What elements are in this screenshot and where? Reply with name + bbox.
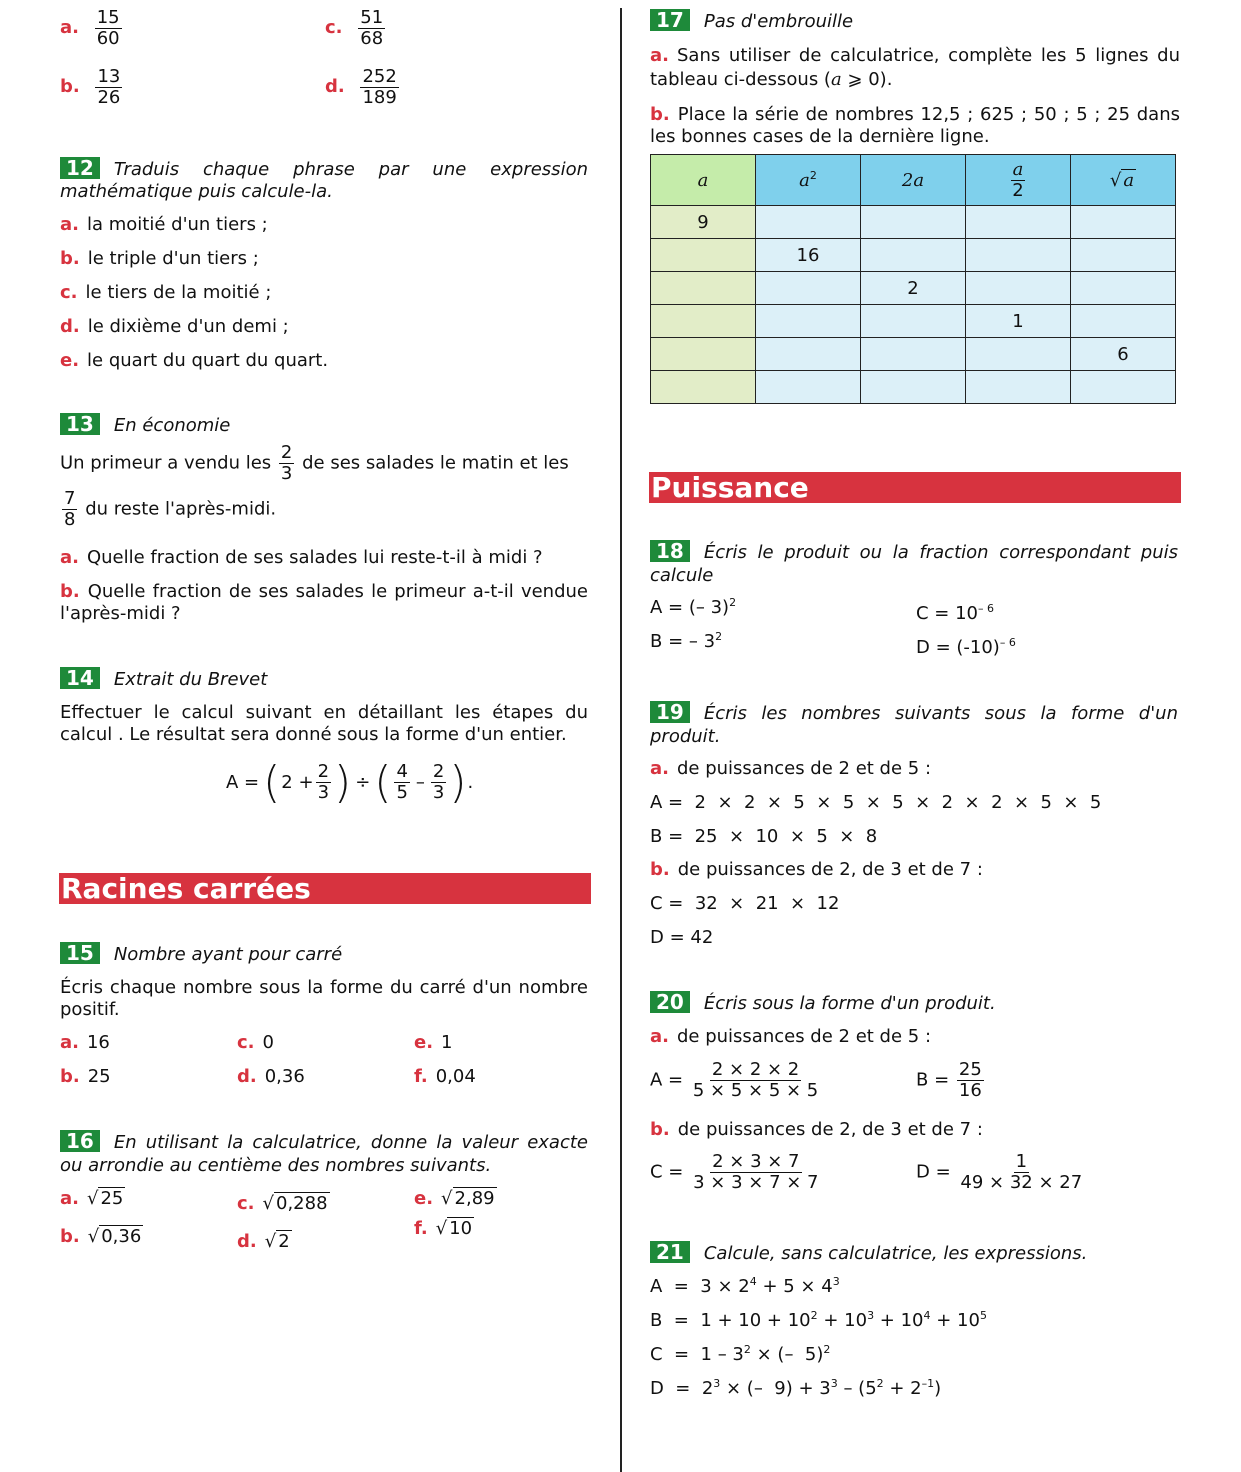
ex21-expr-B: $B = 1 + 10 + 10^2 + 10^3 + 10^4 + 10^5$ bbox=[650, 1309, 987, 1331]
table-cell[interactable] bbox=[1071, 305, 1176, 338]
table-cell[interactable] bbox=[651, 239, 756, 272]
ex15-text: Écris chaque nombre sous la forme du carré d'un nombre positif. bbox=[60, 977, 588, 1020]
exercise-number: 14 bbox=[60, 667, 100, 689]
exercise-title: Extrait du Brevet bbox=[113, 669, 268, 690]
ex21-expr-D: $D = 2^3$ × (– $9) + 3^3 - (5^2 + 2^{-1})$ bbox=[650, 1377, 942, 1399]
header-2a: 2a bbox=[861, 155, 966, 206]
table-cell[interactable] bbox=[861, 305, 966, 338]
ex13-header bbox=[60, 413, 230, 436]
table-row bbox=[651, 305, 1176, 338]
ex12-item: d. le dixième d'un demi ; bbox=[60, 316, 289, 337]
exercise-title: Écris les nombres suivants sous la forme d'un produit. bbox=[650, 703, 1178, 747]
table-cell[interactable] bbox=[861, 239, 966, 272]
ex16-item: f. √ 10 bbox=[414, 1218, 473, 1239]
table-cell[interactable] bbox=[1071, 371, 1176, 404]
ex19-part-a: a. de puissances de 2 et de 5 : bbox=[650, 758, 932, 779]
ex15-header bbox=[60, 942, 342, 965]
ex15-item: d. 0,36 bbox=[237, 1066, 305, 1087]
table-cell[interactable] bbox=[861, 206, 966, 239]
table-cell[interactable] bbox=[756, 272, 861, 305]
ex20-expr-B: B = $\frac{25}{16}$ bbox=[916, 1059, 982, 1101]
exercise-title: Pas d'embrouille bbox=[703, 11, 854, 32]
ex18-expr-D: $D = (-10)^{- 6}$ bbox=[916, 636, 1016, 658]
table-header-row bbox=[651, 155, 1176, 206]
ex19-header bbox=[650, 701, 1178, 748]
exercise-number: 20 bbox=[650, 991, 690, 1013]
table-cell[interactable]: 2 bbox=[861, 272, 966, 305]
table-cell[interactable]: 16 bbox=[756, 239, 861, 272]
table-cell[interactable] bbox=[651, 272, 756, 305]
section-header-racines: Racines carrées bbox=[59, 873, 591, 904]
ex18-header bbox=[650, 540, 1178, 587]
ex16-item: b. √ 0,36 bbox=[60, 1226, 142, 1247]
ex19-expr-B: B = 25 × 10 × 5 × 8 bbox=[650, 826, 878, 847]
ex14-formula: A = ( 2 + $\frac{2}{3}$ ) ÷ ( $\frac{4}{5}$ – $\frac{2}{3}$ ) . bbox=[226, 757, 474, 808]
table-row bbox=[651, 338, 1176, 371]
column-divider bbox=[620, 8, 622, 1472]
ex11-item-c: c. $\frac{51}{68}$ bbox=[325, 7, 384, 49]
ex17-part-a: a. Sans utiliser de calculatrice, complète les 5 lignes du tableau ci-dessous (a ⩾ 0). bbox=[650, 45, 1180, 90]
ex20-expr-C: C = $\frac{2 \times 3 \times 7}{3 \times 3 \times 7 \times 7}$ bbox=[650, 1151, 819, 1193]
ex13-item: a. Quelle fraction de ses salades lui reste-t-il à midi ? bbox=[60, 547, 543, 568]
ex20-header bbox=[650, 991, 996, 1014]
ex12-item: b. le triple d'un tiers ; bbox=[60, 248, 259, 269]
table-cell[interactable]: 1 bbox=[966, 305, 1071, 338]
ex14-text: Effectuer le calcul suivant en détaillant les étapes du calcul . Le résultat sera donné sous la forme d'un entier. bbox=[60, 702, 588, 745]
ex21-expr-A: $A = 3 \times 2^4 + 5 \times 4^3$ bbox=[650, 1275, 840, 1297]
ex12-item: e. le quart du quart du quart. bbox=[60, 350, 329, 371]
ex11-item-a: a. $\frac{15}{60}$ bbox=[60, 7, 120, 49]
exercise-number: 18 bbox=[650, 540, 690, 562]
ex12-item: a. la moitié d'un tiers ; bbox=[60, 214, 268, 235]
fraction: $\frac{252}{189}$ bbox=[362, 66, 397, 108]
ex17-part-b: b. Place la série de nombres 12,5 ; 625 ; 50 ; 5 ; 25 dans les bonnes cases de la dernière ligne. bbox=[650, 104, 1180, 147]
table-row bbox=[651, 272, 1176, 305]
table-cell[interactable] bbox=[756, 305, 861, 338]
fraction: $\frac{2}{3}$ bbox=[317, 761, 330, 803]
header-sqrt-a: √ a bbox=[1071, 155, 1176, 206]
ex16-item: c. √ 0,288 bbox=[237, 1193, 328, 1214]
ex16-item: d. √ 2 bbox=[237, 1231, 290, 1252]
table-cell[interactable] bbox=[651, 338, 756, 371]
table-cell[interactable] bbox=[966, 371, 1071, 404]
fraction: $\frac{2 \times 2 \times 2}{5 \times 5 \times 5 \times 5}$ bbox=[692, 1059, 819, 1101]
ex13-paragraph-line1: Un primeur a vendu les $\frac{2}{3}$ de ses salades le matin et les bbox=[60, 442, 569, 484]
table-cell[interactable] bbox=[966, 206, 1071, 239]
ex20-part-b: b. de puissances de 2, de 3 et de 7 : bbox=[650, 1119, 983, 1140]
fraction: $\frac{2}{3}$ bbox=[280, 442, 293, 484]
exercise-number: 13 bbox=[60, 413, 100, 435]
fraction: $\frac{51}{68}$ bbox=[360, 7, 384, 49]
ex18-expr-C: $C = 10^{- 6}$ bbox=[916, 602, 994, 624]
exercise-number: 12 bbox=[60, 157, 100, 179]
table-cell[interactable] bbox=[1071, 206, 1176, 239]
header-a-half: $\frac{a}{2}$ bbox=[966, 155, 1071, 206]
ex14-header bbox=[60, 667, 267, 690]
table-cell[interactable]: 9 bbox=[651, 206, 756, 239]
ex19-expr-A: A = 2 × 2 × 5 × 5 × 5 × 2 × 2 × 5 × 5 bbox=[650, 792, 1102, 813]
exercise-number: 19 bbox=[650, 701, 690, 723]
exercise-title: En utilisant la calculatrice, donne la valeur exacte ou arrondie au centième des nombres suivants. bbox=[60, 1132, 588, 1176]
table-cell[interactable] bbox=[756, 371, 861, 404]
ex20-part-a: a. de puissances de 2 et de 5 : bbox=[650, 1026, 932, 1047]
table-row bbox=[651, 371, 1176, 404]
left-paren: ( bbox=[263, 757, 281, 808]
fraction: $\frac{4}{5}$ bbox=[396, 761, 408, 803]
table-cell[interactable] bbox=[966, 272, 1071, 305]
table-cell[interactable] bbox=[861, 338, 966, 371]
ex11-item-b: b. $\frac{13}{26}$ bbox=[60, 66, 121, 108]
ex17-header bbox=[650, 9, 853, 32]
ex16-item: e. √ 2,89 bbox=[414, 1188, 495, 1209]
exercise-title: En économie bbox=[113, 415, 231, 436]
section-header-puissance: Puissance bbox=[649, 472, 1181, 503]
ex13-item: b. Quelle fraction de ses salades le primeur a-t-il vendue l'après-midi ? bbox=[60, 581, 588, 624]
exercise-title: Écris le produit ou la fraction correspondant puis calcule bbox=[650, 542, 1178, 586]
ex15-item: b. 25 bbox=[60, 1066, 111, 1087]
fraction: $\frac{2 \times 3 \times 7}{3 \times 3 \times 7 \times 7}$ bbox=[693, 1151, 819, 1193]
left-paren: ( bbox=[374, 757, 392, 808]
square-root: √ 0,288 bbox=[262, 1193, 328, 1214]
square-root: √ 25 bbox=[86, 1188, 124, 1209]
ex16-header bbox=[60, 1130, 588, 1177]
ex20-expr-A: A = $\frac{2 \times 2 \times 2}{5 \times 5 \times 5 \times 5}$ bbox=[650, 1059, 819, 1101]
fraction: $\frac{1}{49 \times 32 \times 27}$ bbox=[960, 1151, 1083, 1193]
exercise-title: Nombre ayant pour carré bbox=[113, 944, 343, 965]
ex19-part-b: b. de puissances de 2, de 3 et de 7 : bbox=[650, 859, 983, 880]
square-root: √ 2,89 bbox=[441, 1188, 495, 1209]
ex18-expr-A: A = (– 3)$^2$ bbox=[650, 596, 737, 618]
ex21-header bbox=[650, 1241, 1087, 1264]
right-paren: ) bbox=[334, 757, 352, 808]
exercise-number: 15 bbox=[60, 942, 100, 964]
table-row bbox=[651, 206, 1176, 239]
square-root: √ 10 bbox=[435, 1218, 473, 1239]
header-a-squared: $a^2$ bbox=[756, 155, 861, 206]
header-a: a bbox=[651, 155, 756, 206]
ex15-item: c. 0 bbox=[237, 1032, 274, 1053]
exercise-title: Traduis chaque phrase par une expression mathématique puis calcule-la. bbox=[60, 159, 588, 202]
ex18-expr-B: B = – $3^2$ bbox=[650, 630, 723, 652]
ex21-expr-C: $C = 1 - 3^2$ × (– 5)$^2$ bbox=[650, 1343, 831, 1365]
table-cell[interactable] bbox=[651, 371, 756, 404]
ex17-table bbox=[650, 154, 1176, 404]
ex13-paragraph-line2: $\frac{7}{8}$ du reste l'après-midi. bbox=[64, 488, 277, 530]
fraction: $\frac{15}{60}$ bbox=[96, 7, 120, 49]
fraction: $\frac{7}{8}$ bbox=[64, 488, 76, 530]
table-cell[interactable] bbox=[756, 338, 861, 371]
table-cell[interactable] bbox=[1071, 239, 1176, 272]
table-cell[interactable] bbox=[861, 371, 966, 404]
exercise-number: 21 bbox=[650, 1241, 690, 1263]
ex15-item: f. 0,04 bbox=[414, 1066, 476, 1087]
ex12-header bbox=[60, 157, 588, 203]
exercise-title: Écris sous la forme d'un produit. bbox=[703, 993, 996, 1014]
table-cell[interactable] bbox=[651, 305, 756, 338]
square-root: √ 2 bbox=[264, 1231, 290, 1252]
ex20-expr-D: D = $\frac{1}{49 \times 32 \times 27}$ bbox=[916, 1151, 1083, 1193]
table-cell[interactable]: 6 bbox=[1071, 338, 1176, 371]
fraction: $\frac{2}{3}$ bbox=[432, 761, 445, 803]
square-root: √ 0,36 bbox=[87, 1226, 142, 1247]
ex11-item-d: d. $\frac{252}{189}$ bbox=[325, 66, 397, 108]
exercise-number: 17 bbox=[650, 9, 690, 31]
ex12-item: c. le tiers de la moitié ; bbox=[60, 282, 272, 303]
table-cell[interactable] bbox=[1071, 272, 1176, 305]
table-row bbox=[651, 239, 1176, 272]
exercise-title: Calcule, sans calculatrice, les expressions. bbox=[703, 1243, 1088, 1264]
ex15-item: a. 16 bbox=[60, 1032, 110, 1053]
right-paren: ) bbox=[449, 757, 467, 808]
ex19-expr-C: C = 32 × 21 × 12 bbox=[650, 893, 840, 914]
fraction: $\frac{13}{26}$ bbox=[97, 66, 121, 108]
table-cell[interactable] bbox=[756, 206, 861, 239]
ex19-expr-D: D = 42 bbox=[650, 927, 714, 948]
table-cell[interactable] bbox=[966, 338, 1071, 371]
ex16-item: a. √ 25 bbox=[60, 1188, 124, 1209]
exercise-number: 16 bbox=[60, 1130, 100, 1152]
ex15-item: e. 1 bbox=[414, 1032, 453, 1053]
table-cell[interactable] bbox=[966, 239, 1071, 272]
fraction: $\frac{25}{16}$ bbox=[958, 1059, 982, 1101]
